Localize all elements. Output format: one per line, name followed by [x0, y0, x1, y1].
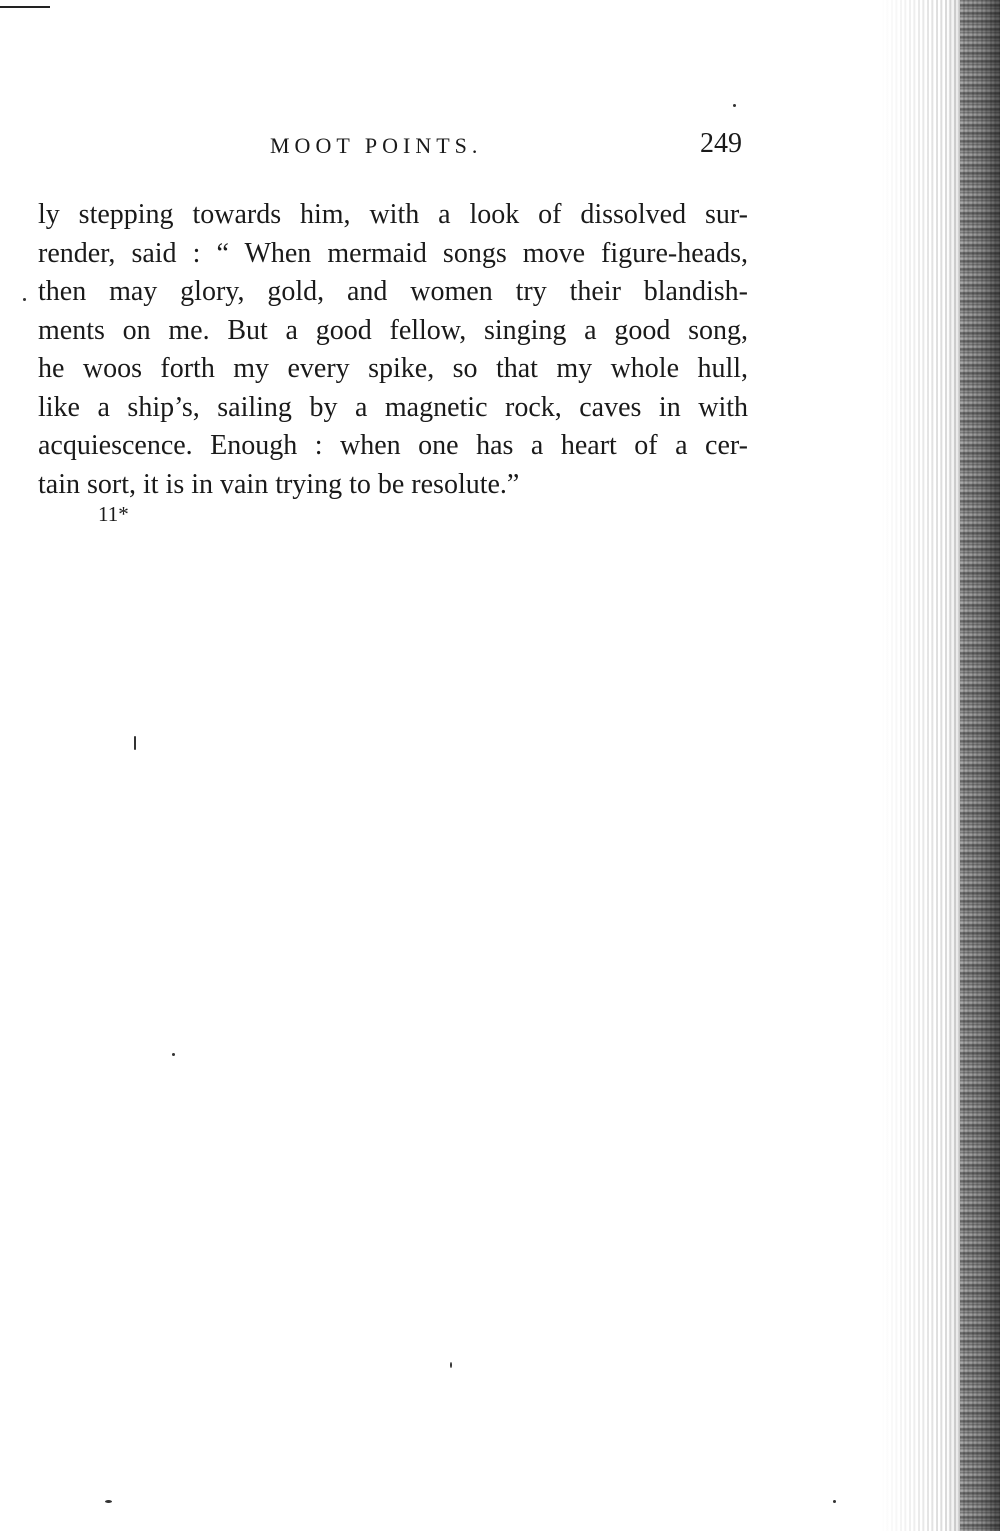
scan-speck — [450, 1362, 452, 1368]
text-line: acquiescence. Enough : when one has a heart of a cer- — [38, 430, 748, 461]
top-rule — [0, 6, 50, 8]
text-line: he woos forth my every spike, so that my whole hull, — [38, 353, 748, 384]
scan-speck — [733, 104, 736, 107]
running-head: MOOT POINTS. — [270, 133, 483, 158]
body-text — [38, 196, 748, 504]
scan-speck — [833, 1500, 836, 1503]
signature-mark: 11* — [98, 502, 129, 526]
page-number: 249 — [700, 128, 742, 159]
scan-speck — [23, 298, 26, 301]
text-line: render, said : “ When mermaid songs move figure-heads, — [38, 237, 748, 269]
text-line: then may glory, gold, and women try their blandish- — [38, 276, 748, 307]
scan-speck — [172, 1053, 175, 1056]
page-edge-shading — [880, 0, 1000, 1531]
scan-speck — [105, 1500, 112, 1503]
text-line: ments on me. But a good fellow, singing a good song, — [38, 314, 748, 346]
text-line: like a ship’s, sailing by a magnetic rock, caves in with — [38, 391, 748, 423]
text-line: ly stepping towards him, with a look of dissolved sur- — [38, 199, 748, 230]
text-line: tain sort, it is in vain trying to be resolute.” — [38, 468, 520, 500]
scan-speck — [134, 736, 136, 750]
